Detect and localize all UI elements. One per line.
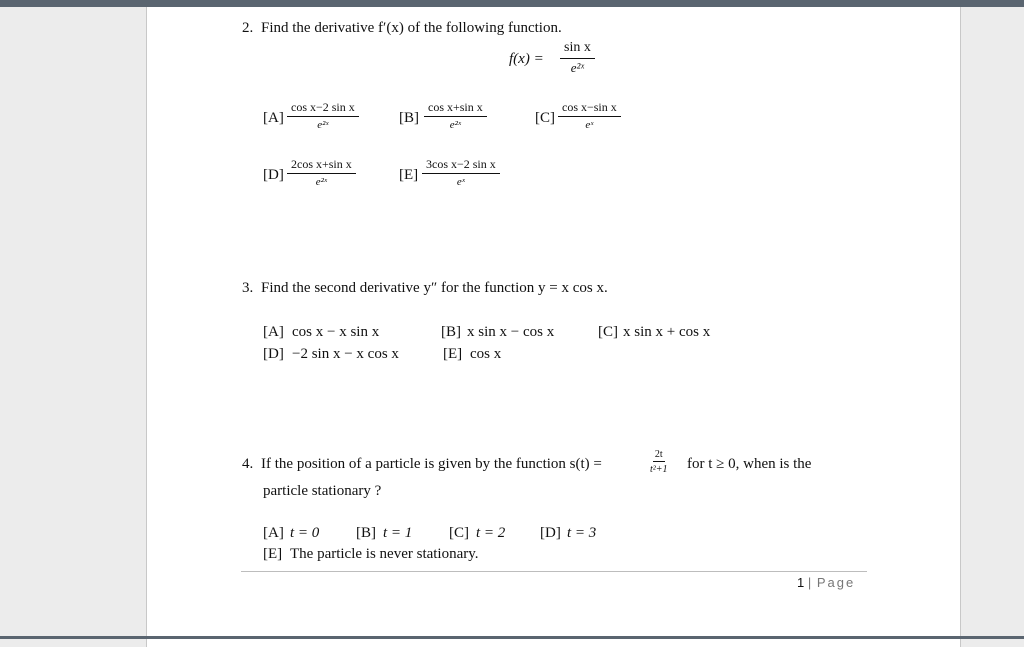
- q3-choice-c-label: [C]: [598, 324, 618, 340]
- q2-function-fraction: [560, 40, 595, 75]
- q3-choice-a-text: cos x − x sin x: [292, 324, 380, 340]
- q4-text-after: for t ≥ 0, when is the: [687, 456, 812, 472]
- q2-choice-d-numerator: 2cos x+sin x: [287, 158, 356, 174]
- q2-choice-a-label: [A]: [263, 110, 284, 126]
- q2-function-denominator: e²ˣ: [570, 60, 585, 75]
- q3-choice-b-text: x sin x − cos x: [467, 324, 555, 340]
- q4-fraction-numerator: 2t: [654, 449, 663, 460]
- q3-choice-e-label: [E]: [443, 346, 463, 362]
- q4-choice-b-label: [B]: [356, 525, 376, 541]
- page-number: 1: [797, 575, 805, 590]
- q3-text: Find the second derivative y″ for the function y = x cos x.: [261, 280, 608, 296]
- q4-choice-c-text: t = 2: [476, 525, 506, 541]
- page-label: Page: [816, 575, 856, 590]
- q2-choice-c-numerator: cos x−sin x: [558, 101, 621, 117]
- q3-choice-d-text: −2 sin x − x cos x: [292, 346, 399, 362]
- q2-choice-d-fraction: [287, 158, 356, 188]
- page-separator: |: [807, 575, 814, 590]
- q3-choice-e-text: cos x: [470, 346, 502, 362]
- q2-choice-c-label: [C]: [535, 110, 555, 126]
- q2-number: 2.: [242, 20, 254, 36]
- q4-choice-e-label: [E]: [263, 546, 283, 562]
- q2-choice-d-label: [D]: [263, 167, 284, 183]
- q3-choice-d-label: [D]: [263, 346, 284, 362]
- q2-choice-b-denominator: e²ˣ: [449, 119, 462, 131]
- q2-text: Find the derivative f′(x) of the following function.: [261, 20, 562, 36]
- q2-function-numerator: sin x: [560, 40, 595, 59]
- q2-choice-a-numerator: cos x−2 sin x: [287, 101, 359, 117]
- q2-choice-e-numerator: 3cos x−2 sin x: [422, 158, 500, 174]
- q2-choice-e-fraction: [422, 158, 500, 188]
- q4-choice-d-label: [D]: [540, 525, 561, 541]
- q2-choice-e-denominator: eˣ: [456, 176, 465, 188]
- q4-choice-b-text: t = 1: [383, 525, 413, 541]
- q2-choice-c-fraction: [558, 101, 621, 131]
- q2-function-lhs: f(x) =: [509, 51, 544, 67]
- page-footer: [797, 575, 855, 590]
- q2-choice-b-numerator: cos x+sin x: [424, 101, 487, 117]
- q3-choice-a-label: [A]: [263, 324, 284, 340]
- q4-choice-a-label: [A]: [263, 525, 284, 541]
- q2-choice-a-fraction: [287, 101, 359, 131]
- q4-choice-e-text: The particle is never stationary.: [290, 546, 479, 562]
- q2-choice-e-label: [E]: [399, 167, 419, 183]
- footer-divider: [241, 571, 867, 572]
- q4-choice-d-text: t = 3: [567, 525, 597, 541]
- q4-choice-c-label: [C]: [449, 525, 469, 541]
- q2-choice-b-label: [B]: [399, 110, 419, 126]
- q4-text-before: If the position of a particle is given by the function s(t) =: [261, 456, 602, 472]
- q4-text-line2: particle stationary ?: [263, 483, 382, 499]
- q2-choice-a-denominator: e²ˣ: [317, 119, 329, 131]
- q3-choice-c-text: x sin x + cos x: [623, 324, 711, 340]
- q4-choice-a-text: t = 0: [290, 525, 320, 541]
- q4-fraction: [650, 449, 668, 475]
- q4-number: 4.: [242, 456, 254, 472]
- document-page: [146, 7, 961, 647]
- q2-choice-b-fraction: [424, 101, 487, 131]
- q2-choice-d-denominator: e²ˣ: [315, 176, 328, 188]
- q4-fraction-denominator: t²+1: [650, 464, 668, 475]
- window-top-bar: [0, 0, 1024, 7]
- q3-number: 3.: [242, 280, 254, 296]
- q2-choice-c-denominator: eˣ: [585, 119, 594, 131]
- q3-choice-b-label: [B]: [441, 324, 461, 340]
